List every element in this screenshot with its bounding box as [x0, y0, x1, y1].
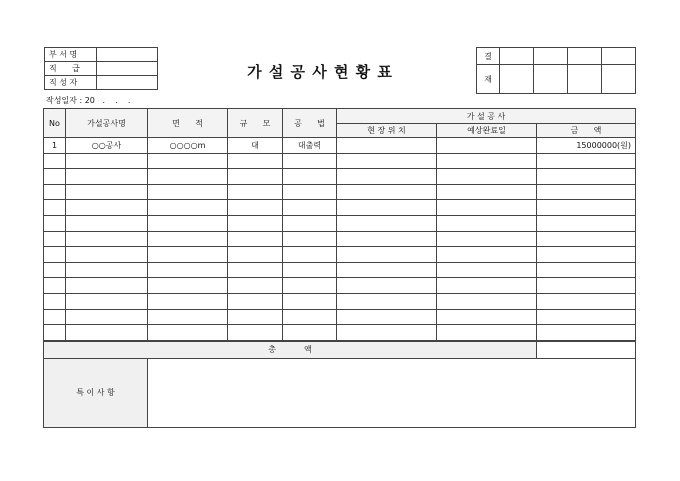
- cell-no[interactable]: [44, 200, 66, 216]
- cell-completion[interactable]: [437, 184, 537, 200]
- rank-label: 직 급: [45, 62, 97, 76]
- cell-completion[interactable]: [437, 278, 537, 294]
- construction-status-table: [43, 108, 636, 428]
- cell-area[interactable]: [148, 169, 228, 185]
- cell-scale[interactable]: [228, 215, 283, 231]
- header-area: 면 적: [148, 109, 228, 138]
- cell-scale[interactable]: [228, 262, 283, 278]
- header-no: No: [44, 109, 66, 138]
- cell-area[interactable]: [148, 200, 228, 216]
- cell-amount[interactable]: 15000000(원): [537, 138, 636, 154]
- header-amount: 금 액: [537, 124, 636, 138]
- header-scale: 규 모: [228, 109, 283, 138]
- table-row: [44, 325, 636, 341]
- cell-amount[interactable]: [537, 153, 636, 169]
- approval-cell[interactable]: [534, 48, 568, 65]
- cell-scale[interactable]: [228, 169, 283, 185]
- cell-method[interactable]: [283, 231, 337, 247]
- cell-name[interactable]: [66, 262, 148, 278]
- cell-no[interactable]: [44, 215, 66, 231]
- approval-table: [476, 47, 636, 94]
- cell-name[interactable]: [66, 231, 148, 247]
- table-row: [44, 293, 636, 309]
- approval-cell[interactable]: [568, 48, 602, 65]
- cell-scale[interactable]: [228, 200, 283, 216]
- cell-amount[interactable]: [537, 231, 636, 247]
- cell-method[interactable]: [283, 278, 337, 294]
- approval-label-top: 결: [477, 48, 500, 65]
- cell-name[interactable]: [66, 184, 148, 200]
- cell-completion[interactable]: [437, 153, 537, 169]
- cell-location[interactable]: [337, 153, 437, 169]
- cell-area[interactable]: [148, 278, 228, 294]
- cell-amount[interactable]: [537, 262, 636, 278]
- written-date: 작성일자 : 20 . . .: [46, 96, 131, 105]
- table-row: [44, 169, 636, 185]
- cell-no[interactable]: [44, 231, 66, 247]
- cell-location[interactable]: [337, 184, 437, 200]
- cell-location[interactable]: [337, 247, 437, 263]
- cell-name[interactable]: [66, 325, 148, 341]
- cell-area[interactable]: ○○○○m: [148, 138, 228, 154]
- cell-name[interactable]: ○○공사: [66, 138, 148, 154]
- cell-area[interactable]: [148, 293, 228, 309]
- cell-area[interactable]: [148, 262, 228, 278]
- cell-completion[interactable]: [437, 293, 537, 309]
- cell-completion[interactable]: [437, 262, 537, 278]
- cell-scale[interactable]: [228, 325, 283, 341]
- dept-label: 부 서 명: [45, 48, 97, 62]
- cell-method[interactable]: [283, 262, 337, 278]
- cell-area[interactable]: [148, 215, 228, 231]
- cell-amount[interactable]: [537, 184, 636, 200]
- cell-location[interactable]: [337, 293, 437, 309]
- cell-completion[interactable]: [437, 231, 537, 247]
- cell-method[interactable]: [283, 215, 337, 231]
- cell-method[interactable]: [283, 169, 337, 185]
- cell-completion[interactable]: [437, 215, 537, 231]
- cell-no[interactable]: [44, 325, 66, 341]
- header-group: 가 설 공 사: [337, 109, 636, 124]
- cell-no[interactable]: [44, 169, 66, 185]
- dept-field[interactable]: [97, 48, 158, 62]
- info-table: [44, 47, 158, 90]
- cell-no[interactable]: [44, 247, 66, 263]
- cell-completion[interactable]: [437, 200, 537, 216]
- cell-amount[interactable]: [537, 169, 636, 185]
- total-label: 총 액: [44, 341, 537, 359]
- document-title: 가 설 공 사 현 황 표: [247, 63, 393, 81]
- cell-method[interactable]: [283, 200, 337, 216]
- cell-area[interactable]: [148, 325, 228, 341]
- cell-scale[interactable]: [228, 293, 283, 309]
- cell-completion[interactable]: [437, 325, 537, 341]
- cell-scale[interactable]: [228, 309, 283, 325]
- cell-area[interactable]: [148, 153, 228, 169]
- table-row: [44, 309, 636, 325]
- cell-location[interactable]: [337, 278, 437, 294]
- cell-name[interactable]: [66, 309, 148, 325]
- notes-label: 특 이 사 항: [44, 358, 148, 427]
- cell-method[interactable]: 대출력: [283, 138, 337, 154]
- cell-location[interactable]: [337, 138, 437, 154]
- cell-no[interactable]: 1: [44, 138, 66, 154]
- cell-name[interactable]: [66, 200, 148, 216]
- cell-scale[interactable]: [228, 231, 283, 247]
- cell-method[interactable]: [283, 325, 337, 341]
- cell-area[interactable]: [148, 309, 228, 325]
- table-row: [44, 153, 636, 169]
- cell-location[interactable]: [337, 169, 437, 185]
- cell-name[interactable]: [66, 278, 148, 294]
- header-method: 공 법: [283, 109, 337, 138]
- cell-no[interactable]: [44, 278, 66, 294]
- cell-no[interactable]: [44, 184, 66, 200]
- table-row: [44, 262, 636, 278]
- cell-name[interactable]: [66, 293, 148, 309]
- table-row: [44, 247, 636, 263]
- cell-amount[interactable]: [537, 215, 636, 231]
- cell-name[interactable]: [66, 247, 148, 263]
- cell-no[interactable]: [44, 293, 66, 309]
- cell-completion[interactable]: [437, 169, 537, 185]
- cell-completion[interactable]: [437, 247, 537, 263]
- cell-amount[interactable]: [537, 247, 636, 263]
- cell-completion[interactable]: [437, 138, 537, 154]
- cell-completion[interactable]: [437, 309, 537, 325]
- cell-area[interactable]: [148, 231, 228, 247]
- cell-amount[interactable]: [537, 200, 636, 216]
- cell-amount[interactable]: [537, 309, 636, 325]
- cell-scale[interactable]: [228, 247, 283, 263]
- cell-location[interactable]: [337, 215, 437, 231]
- cell-no[interactable]: [44, 153, 66, 169]
- cell-method[interactable]: [283, 309, 337, 325]
- approval-sign-cell[interactable]: [534, 65, 568, 94]
- cell-amount[interactable]: [537, 278, 636, 294]
- notes-field[interactable]: [148, 358, 636, 427]
- cell-method[interactable]: [283, 247, 337, 263]
- approval-cell[interactable]: [602, 48, 636, 65]
- cell-scale[interactable]: [228, 184, 283, 200]
- table-row: [44, 215, 636, 231]
- cell-location[interactable]: [337, 231, 437, 247]
- table-row: [44, 138, 636, 154]
- table-row: [44, 278, 636, 294]
- rank-field[interactable]: [97, 62, 158, 76]
- cell-method[interactable]: [283, 153, 337, 169]
- cell-scale[interactable]: [228, 278, 283, 294]
- header-name: 가설공사명: [66, 109, 148, 138]
- cell-area[interactable]: [148, 184, 228, 200]
- approval-sign-cell[interactable]: [500, 65, 534, 94]
- cell-method[interactable]: [283, 293, 337, 309]
- approval-sign-cell[interactable]: [568, 65, 602, 94]
- cell-location[interactable]: [337, 325, 437, 341]
- table-row: [44, 200, 636, 216]
- cell-location[interactable]: [337, 309, 437, 325]
- cell-name[interactable]: [66, 215, 148, 231]
- cell-scale[interactable]: [228, 153, 283, 169]
- writer-field[interactable]: [97, 76, 158, 90]
- cell-no[interactable]: [44, 262, 66, 278]
- approval-sign-cell[interactable]: [602, 65, 636, 94]
- cell-amount[interactable]: [537, 325, 636, 341]
- cell-location[interactable]: [337, 200, 437, 216]
- cell-method[interactable]: [283, 184, 337, 200]
- header-location: 현 장 위 치: [337, 124, 437, 138]
- cell-amount[interactable]: [537, 293, 636, 309]
- header-completion: 예상완료일: [437, 124, 537, 138]
- cell-location[interactable]: [337, 262, 437, 278]
- writer-label: 직 성 자: [45, 76, 97, 90]
- cell-area[interactable]: [148, 247, 228, 263]
- cell-no[interactable]: [44, 309, 66, 325]
- cell-name[interactable]: [66, 169, 148, 185]
- table-row: [44, 231, 636, 247]
- approval-label-bottom: 재: [477, 65, 500, 94]
- cell-name[interactable]: [66, 153, 148, 169]
- approval-cell[interactable]: [500, 48, 534, 65]
- total-value[interactable]: [537, 341, 636, 359]
- cell-scale[interactable]: 대: [228, 138, 283, 154]
- table-row: [44, 184, 636, 200]
